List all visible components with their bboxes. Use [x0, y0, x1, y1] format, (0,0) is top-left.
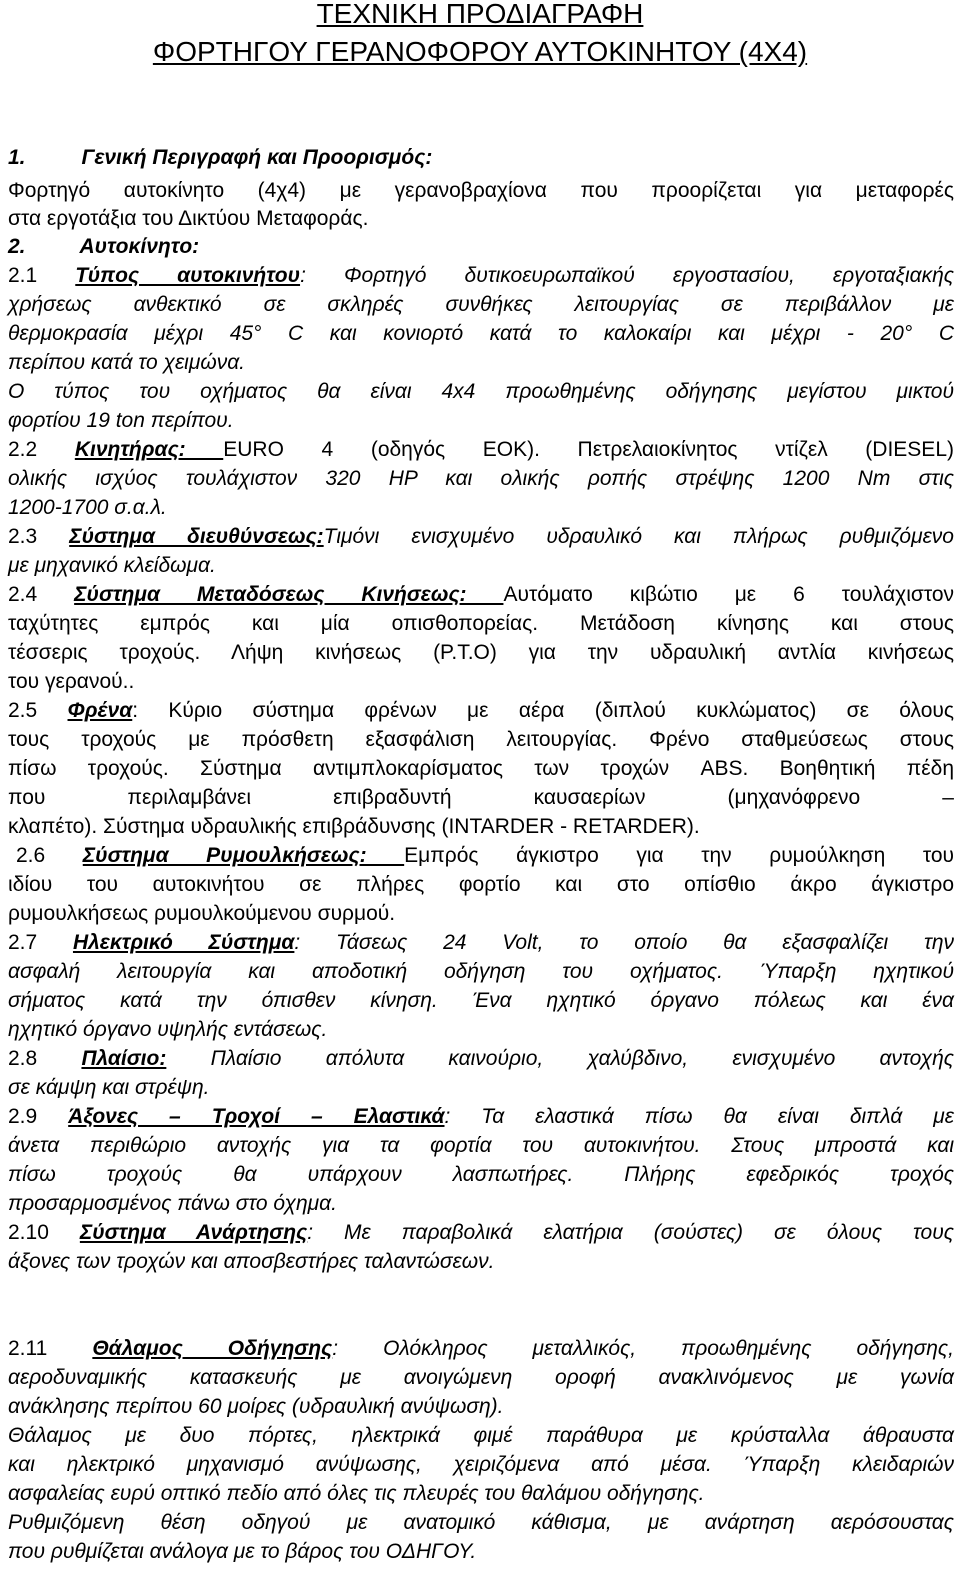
- item-2-7-number: 2.7: [8, 931, 73, 954]
- item-2-6-text: Εμπρός άγκιστρο για την ρυμούλκηση του: [404, 844, 954, 867]
- item-2-6-number: 2.6: [16, 844, 83, 867]
- item-2-9-line-1: [8, 1103, 954, 1131]
- item-2-2-line-2: ολικής ισχύος τουλάχιστον 320 HP και ολικής ροπής στρέψης 1200 Nm στις: [8, 467, 954, 490]
- item-2-7-label: Ηλεκτρικό Σύστημα: [72, 931, 295, 954]
- item-2-1-number: 2.1: [8, 264, 76, 287]
- item-2-10-line-1: [8, 1219, 954, 1247]
- section-1-title: Γενική Περιγραφή και Προορισμός:: [81, 146, 433, 169]
- item-2-9-text: : Τα ελαστικά πίσω θα είναι διπλά με: [444, 1105, 954, 1128]
- item-2-7-line-1: [8, 929, 954, 957]
- section-2-heading: [8, 233, 954, 261]
- item-2-5-line-5: κλαπέτο). Σύστημα υδραυλικής επιβράδυνσης (INTARDER - RETARDER).: [8, 815, 700, 838]
- item-2-1-line-2: χρήσεως ανθεκτικό σε σκληρές συνθήκες λειτουργίας σε περιβάλλον με: [8, 293, 954, 316]
- item-2-11-label: Θάλαμος Οδήγησης: [92, 1337, 333, 1360]
- item-2-3-line-1: [8, 523, 954, 551]
- document-title-line-2: ΦΟΡΤΗΓΟΥ ΓΕΡΑΝΟΦΟΡΟΥ ΑΥΤΟΚΙΝΗΤΟΥ (4Χ4): [152, 36, 808, 67]
- item-2-9-line-3: πίσω τροχούς θα υπάρχουν λασπωτήρες. Πλήρης εφεδρικός τροχός: [8, 1163, 954, 1186]
- item-2-4-line-1: [8, 581, 954, 609]
- section-2-number: 2.: [8, 235, 26, 258]
- item-2-6-line-2: ιδίου του αυτοκινήτου σε πλήρες φορτίο και στο οπίσθιο άκρο άγκιστρο: [8, 873, 954, 896]
- item-2-4-line-4: του γερανού..: [8, 670, 135, 693]
- item-2-9-number: 2.9: [8, 1105, 69, 1128]
- item-2-10-text: : Με παραβολικά ελατήρια (σούστες) σε όλους τους: [307, 1221, 954, 1244]
- item-2-8-line-1: [8, 1045, 954, 1073]
- section-1-line-1: Φορτηγό αυτοκίνητο (4χ4) με γερανοβραχίονα που προορίζεται για μεταφορές: [8, 179, 954, 202]
- item-2-5-line-2: τους τροχούς με πρόσθετη εξασφάλιση λειτουργίας. Φρένο σταθμεύσεως στους: [8, 728, 954, 751]
- item-2-4-number: 2.4: [8, 583, 75, 606]
- item-2-7-line-4: ηχητικό όργανο υψηλής εντάσεως.: [8, 1018, 328, 1041]
- item-2-7-line-3: σήματος κατά την όπισθεν κίνηση. Ένα ηχητικό όργανο πόλεως και ένα: [8, 989, 954, 1012]
- item-2-10-number: 2.10: [8, 1221, 80, 1244]
- item-2-11-line-5: και ηλεκτρικό μηχανισμό ανύψωσης, χειριζόμενα από μέσα. Ύπαρξη κλειδαριών: [8, 1453, 954, 1476]
- item-2-3-text: Τιμόνι ενισχυμένο υδραυλικό και πλήρως ρυθμιζόμενο: [323, 525, 954, 548]
- item-2-11-line-7: Ρυθμιζόμενη θέση οδηγού με ανατομικό κάθισμα, με ανάρτηση αερόσουστας: [8, 1511, 954, 1534]
- item-2-9-line-2: άνετα περιθώριο αντοχής για τα φορτία του αυτοκινήτου. Στους μπροστά και: [8, 1134, 954, 1157]
- item-2-3-number: 2.3: [8, 525, 70, 548]
- item-2-1-line-5: Ο τύπος του οχήματος θα είναι 4x4 προωθημένης οδήγησης μεγίστου μικτού: [8, 380, 954, 403]
- item-2-10-label: Σύστημα Ανάρτησης: [79, 1221, 308, 1244]
- item-2-1-text: : Φορτηγό δυτικοευρωπαϊκού εργοστασίου, εργοταξιακής: [300, 264, 954, 287]
- item-2-2-text: EURO 4 (οδηγός ΕΟΚ). Πετρελαιοκίνητος ντίζελ (DIESEL): [223, 438, 954, 461]
- item-2-11-line-3: ανάκλησης περίπου 60 μοίρες (υδραυλική ανύψωση).: [8, 1395, 504, 1418]
- item-2-1-line-4: περίπου κατά το χειμώνα.: [8, 351, 246, 374]
- section-2-title: Αυτοκίνητο:: [79, 235, 200, 258]
- section-1-heading: [8, 144, 954, 172]
- item-2-5-line-1: [8, 697, 954, 725]
- item-2-6-line-1: [16, 842, 954, 870]
- item-2-11-line-4: Θάλαμος με δυο πόρτες, ηλεκτρικά φιμέ παράθυρα με κρύσταλλα άθραυστα: [8, 1424, 954, 1447]
- item-2-5-label: Φρένα: [67, 699, 133, 722]
- item-2-11-line-2: αεροδυναμικής κατασκευής με ανοιγώμενη οροφή ανακλινόμενος με γωνία: [8, 1366, 954, 1389]
- item-2-6-label: Σύστημα Ρυμουλκήσεως:: [82, 844, 405, 867]
- item-2-5-number: 2.5: [8, 699, 68, 722]
- item-2-9-line-4: προσαρμοσμένος πάνω στο όχημα.: [8, 1192, 337, 1215]
- item-2-7-line-2: ασφαλή λειτουργία και αποδοτική οδήγηση του οχήματος. Ύπαρξη ηχητικού: [8, 960, 954, 983]
- item-2-11-line-1: [8, 1335, 954, 1363]
- item-2-1-line-6: φορτίου 19 ton περίπου.: [8, 409, 234, 432]
- document-title-line-1: ΤΕΧΝΙΚΗ ΠΡΟΔΙΑΓΡΑΦΗ: [316, 0, 644, 29]
- section-1-number: 1.: [8, 146, 26, 169]
- section-1-line-2: στα εργοτάξια του Δικτύου Μεταφοράς.: [8, 207, 369, 230]
- item-2-4-line-2: ταχύτητες εμπρός και μία οπισθοπορείας. Μετάδοση κίνησης και στους: [8, 612, 954, 635]
- item-2-5-text: : Κύριο σύστημα φρένων με αέρα (διπλού κυκλώματος) σε όλους: [132, 699, 955, 722]
- item-2-6-line-3: ρυμουλκήσεως ρυμουλκούμενου συρμού.: [8, 902, 396, 925]
- item-2-2-line-1: [8, 436, 954, 464]
- item-2-1-line-1: [8, 262, 954, 290]
- item-2-8-line-2: σε κάμψη και στρέψη.: [8, 1076, 210, 1099]
- item-2-4-text: Αυτόματο κιβώτιο με 6 τουλάχιστον: [503, 583, 955, 606]
- item-2-5-line-3: πίσω τροχούς. Σύστημα αντιμπλοκαρίσματος των τροχών ABS. Βοηθητική πέδη: [8, 757, 954, 780]
- item-2-8-label: Πλαίσιο:: [81, 1047, 167, 1070]
- item-2-1-line-3: θερμοκρασία μέχρι 45° C και κονιορτό κατά το καλοκαίρι και μέχρι - 20° C: [8, 322, 954, 345]
- item-2-3-label: Σύστημα διευθύνσεως:: [69, 525, 324, 548]
- item-2-2-number: 2.2: [8, 438, 75, 461]
- item-2-2-line-3: 1200-1700 σ.α.λ.: [8, 496, 167, 519]
- item-2-3-line-2: με μηχανικό κλείδωμα.: [8, 554, 216, 577]
- item-2-11-number: 2.11: [8, 1337, 93, 1360]
- item-2-1-label: Τύπος αυτοκινήτου: [75, 264, 301, 287]
- item-2-11-line-6: ασφαλείας ευρύ οπτικό πεδίο από όλες τις πλευρές του θαλάμου οδήγησης.: [8, 1482, 705, 1505]
- item-2-5-line-4: που περιλαμβάνει επιβραδυντή καυσαερίων (μηχανόφρενο –: [8, 786, 954, 809]
- item-2-10-line-2: άξονες των τροχών και αποσβεστήρες ταλαντώσεων.: [8, 1250, 495, 1273]
- item-2-8-number: 2.8: [8, 1047, 82, 1070]
- item-2-8-text: Πλαίσιο απόλυτα καινούριο, χαλύβδινο, ενισχυμένο αντοχής: [166, 1047, 955, 1070]
- item-2-11-line-8: που ρυθμίζεται ανάλογα με το βάρος του ΟΔΗΓΟΥ.: [8, 1540, 477, 1563]
- item-2-7-text: : Τάσεως 24 Volt, το οποίο θα εξασφαλίζει την: [294, 931, 954, 954]
- item-2-4-line-3: τέσσερις τροχούς. Λήψη κινήσεως (P.T.O) για την υδραυλική αντλία κινήσεως: [8, 641, 954, 664]
- item-2-4-label: Σύστημα Μεταδόσεως Κινήσεως:: [74, 583, 504, 606]
- item-2-2-label: Κινητήρας:: [74, 438, 224, 461]
- item-2-9-label: Άξονες – Τροχοί – Ελαστικά: [68, 1105, 445, 1128]
- item-2-11-text: : Ολόκληρος μεταλλικός, προωθημένης οδήγησης,: [332, 1337, 954, 1360]
